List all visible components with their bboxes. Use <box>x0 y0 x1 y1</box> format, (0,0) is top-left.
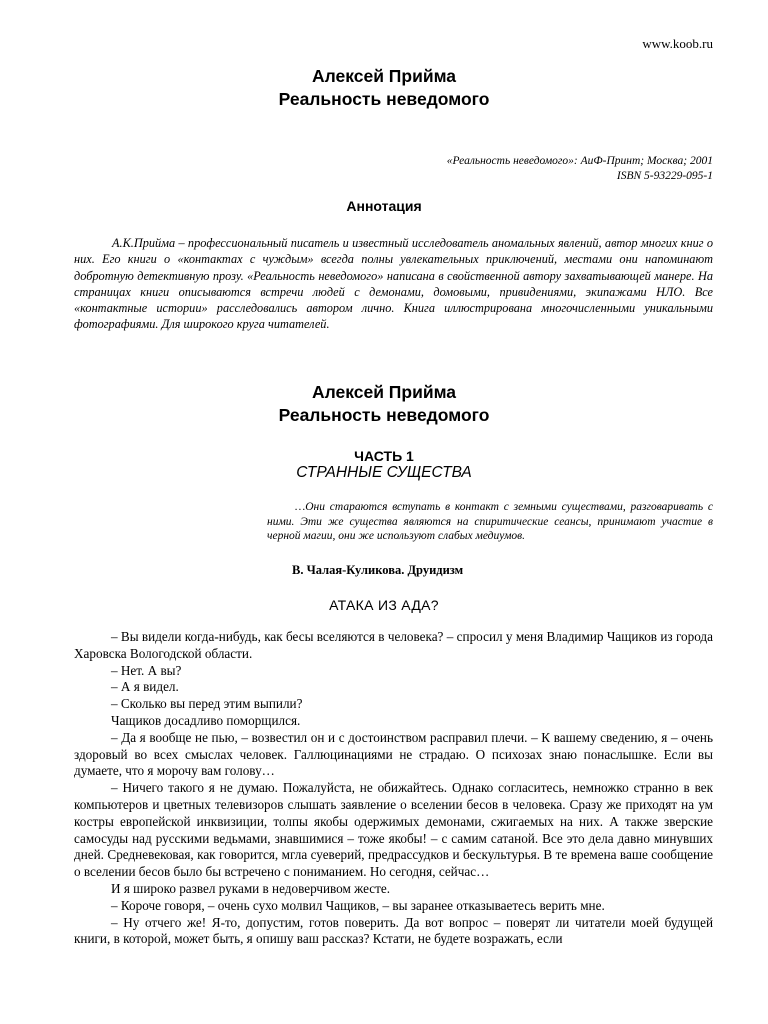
book-author: Алексей Прийма <box>311 66 457 86</box>
epigraph-source: В. Чалая-Куликова. Друидизм <box>292 563 464 577</box>
book-title-block <box>0 65 768 111</box>
paragraph: – А я видел. <box>111 679 179 695</box>
paragraph: – Сколько вы перед этим выпили? <box>111 696 303 712</box>
part-label: ЧАСТЬ 1 <box>354 448 414 464</box>
annotation-text: А.К.Прийма – профессиональный писатель и известный исследователь аномальных явлений, автор многих книг о них. Его книги о «контактах с чуждым» всегда полны увлекательных приключений, местами они напоминают добротную детективную прозу. «Реальность неведомого» написана в свойственной автору захватывающей манере. На страницах книги описываются встречи людей с демонами, домовыми, привидениями, экипажами НЛО. Все «контактные истории» расследовались автором лично. Книга иллюстрирована многочисленными уникальными фотографиями. Для широкого круга читателей. <box>74 236 713 332</box>
book-title: Реальность неведомого <box>278 89 490 109</box>
paragraph: – Вы видели когда-нибудь, как бесы вселяются в человека? – спросил у меня Владимир Чащиков из города Харовска Вологодской области. <box>74 629 713 661</box>
paragraph: – Нет. А вы? <box>111 662 182 678</box>
book-title-block-repeat <box>0 381 768 427</box>
book-title-repeat: Реальность неведомого <box>278 405 490 425</box>
source-url[interactable]: www.koob.ru <box>642 36 713 51</box>
epigraph-text: …Они стараются вступать в контакт с земными существами, разговаривать с ними. Эти же существа являются на спиритические сеансы, принимают участие в черной магии, они же используют слабых медиумов. <box>267 501 713 543</box>
annotation-heading: Аннотация <box>346 198 422 214</box>
chapter-body <box>74 629 713 948</box>
paragraph: – Короче говоря, – очень сухо молвил Чащиков, – вы заранее отказываетесь верить мне. <box>111 897 605 913</box>
part-subtitle: СТРАННЫЕ СУЩЕСТВА <box>296 464 472 481</box>
isbn: ISBN 5-93229-095-1 <box>616 170 713 182</box>
paragraph: И я широко развел руками в недоверчивом жесте. <box>111 880 391 896</box>
paragraph: – Да я вообще не пью, – возвестил он и с достоинством расправил плечи. – К вашему сведению, я – очень здоровый во всех смыслах человек. Галлюцинациями не страдаю. О психозах знаю понаслышке. Если вы думаете, что я морочу вам голову… <box>74 729 713 779</box>
paragraph: – Ничего такого я не думаю. Пожалуйста, не обижайтесь. Однако согласитесь, немножко странно в век компьютеров и цветных телевизоров слышать заявление о вселении бесов в человека. Сразу же приходят на ум костры европейской инквизиции, толпы якобы одержимых демонами, сжигаемых на них. А также зверские самосуды над русскими ведьмами, знавшимися – тоже якобы! – с самим сатаной. Все это дела давно минувших дней. Средневековая, как говорится, мгла суеверий, предрассудков и бескультурья. В те времена ваше сообщение о вселении бесов было бы встречено с пониманием. Но сегодня, сейчас… <box>74 780 713 880</box>
paragraph: – Ну отчего же! Я-то, допустим, готов поверить. Да вот вопрос – поверят ли читатели моей будущей книги, в которой, может быть, я опишу ваш рассказ? Кстати, не будете возражать, если <box>74 914 713 947</box>
paragraph: Чащиков досадливо поморщился. <box>111 712 301 728</box>
bibliography <box>447 154 713 184</box>
chapter-title: АТАКА ИЗ АДА? <box>329 597 439 613</box>
bibliography-line: «Реальность неведомого»: АиФ-Принт; Москва; 2001 <box>446 155 713 167</box>
book-author-repeat: Алексей Прийма <box>311 382 457 402</box>
